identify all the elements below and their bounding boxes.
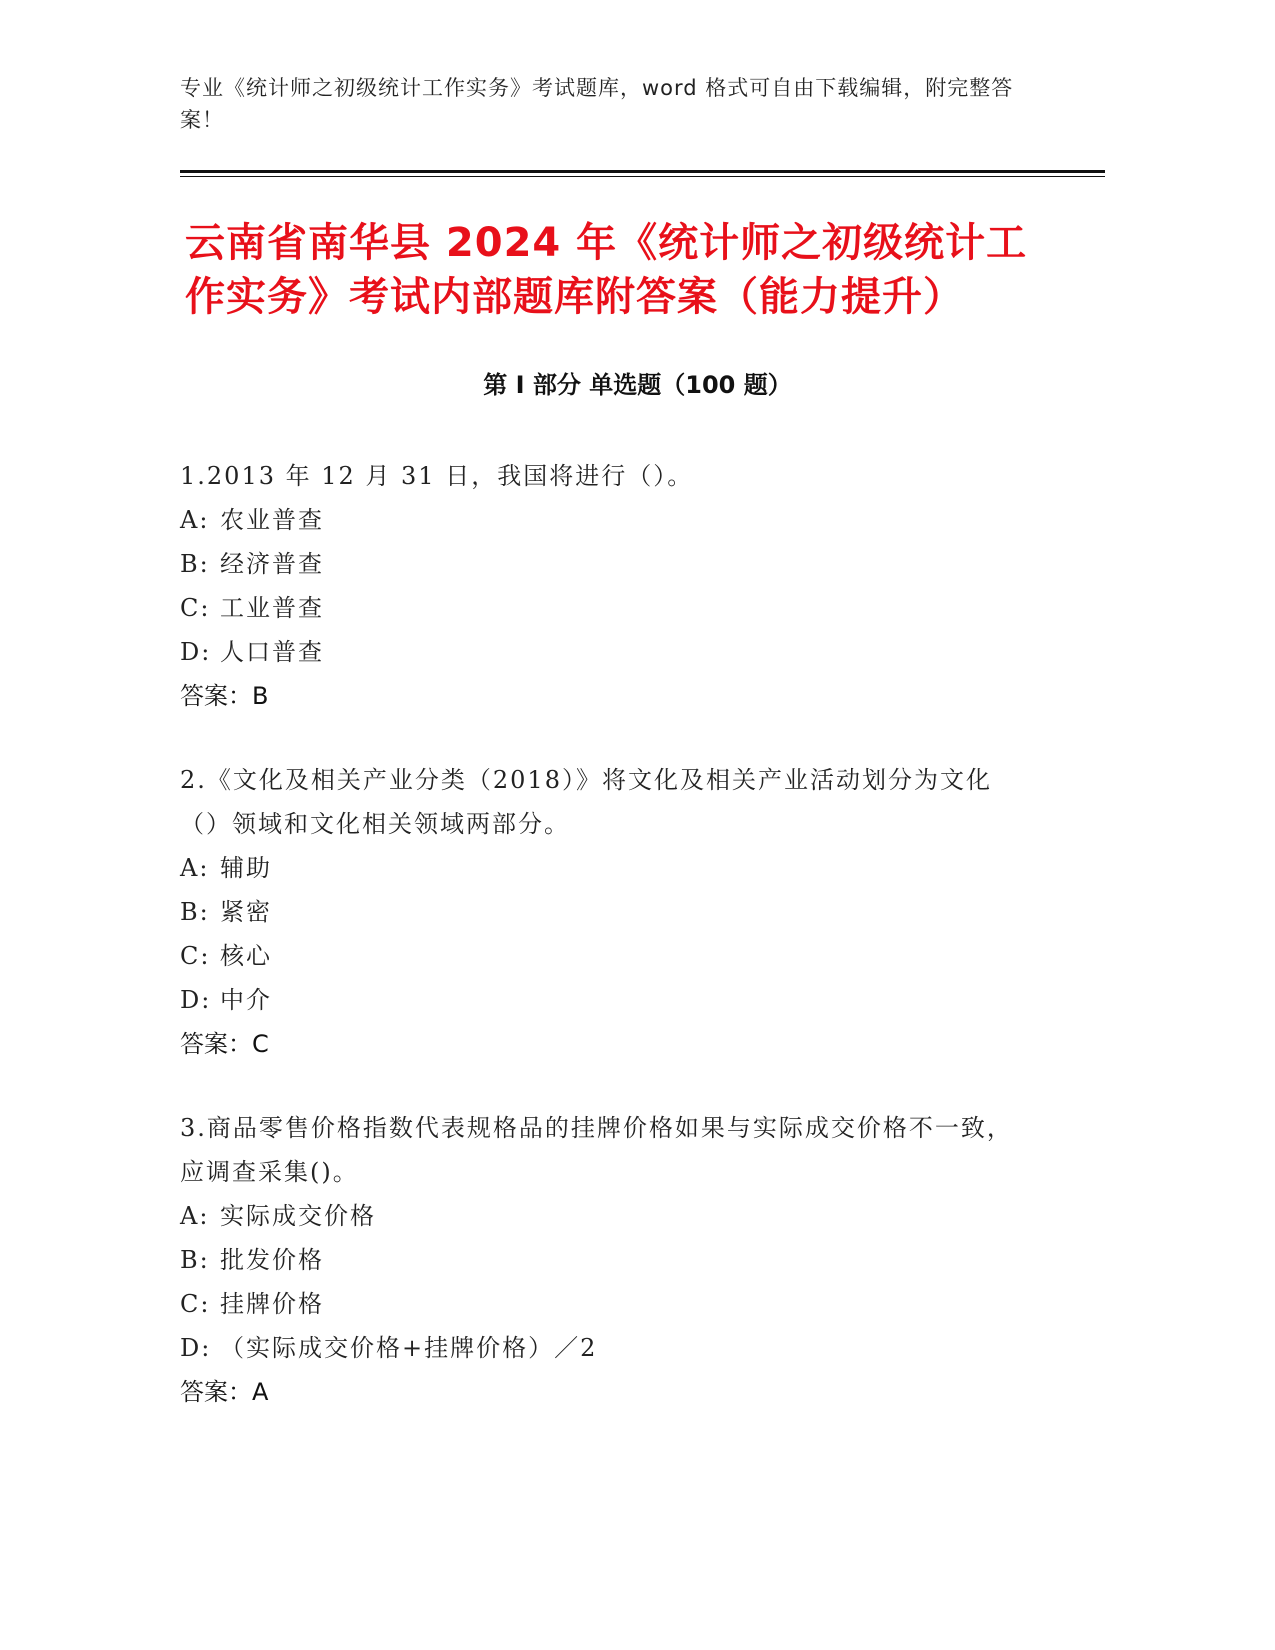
option-a xyxy=(180,498,1020,542)
option-text: 农业普查 xyxy=(220,506,324,534)
question-stem: 2.《文化及相关产业分类（2018）》将文化及相关产业活动划分为文化（）领域和文化相关领域两部分。 xyxy=(180,766,992,838)
question-3 xyxy=(180,1106,1020,1414)
document-title: 云南省南华县 2024 年《统计师之初级统计工作实务》考试内部题库附答案（能力提升） xyxy=(185,220,1028,320)
option-a xyxy=(180,846,1020,890)
option-text: 辅助 xyxy=(220,854,272,882)
question-stem: 1.2013 年 12 月 31 日，我国将进行（）。 xyxy=(180,462,694,490)
option-text: 中介 xyxy=(220,986,272,1014)
question-stem: 3.商品零售价格指数代表规格品的挂牌价格如果与实际成交价格不一致，应调查采集()。 xyxy=(180,1114,1013,1186)
option-key: D: xyxy=(180,638,212,666)
option-a xyxy=(180,1194,1020,1238)
option-text: 挂牌价格 xyxy=(220,1290,324,1318)
option-key: A: xyxy=(180,854,210,882)
option-key: B: xyxy=(180,898,210,926)
answer: 答案：C xyxy=(180,1030,269,1058)
section-title: 第 I 部分 单选题（100 题） xyxy=(483,371,792,399)
option-d xyxy=(180,630,1020,674)
option-key: D: xyxy=(180,986,212,1014)
option-text: 实际成交价格 xyxy=(220,1202,376,1230)
option-key: C: xyxy=(180,594,211,622)
option-key: C: xyxy=(180,942,211,970)
option-key: C: xyxy=(180,1290,211,1318)
option-b xyxy=(180,1238,1020,1282)
option-key: A: xyxy=(180,506,210,534)
header-divider-thick xyxy=(180,170,1105,173)
option-c xyxy=(180,934,1020,978)
header-note: 专业《统计师之初级统计工作实务》考试题库，word 格式可自由下载编辑，附完整答案！ xyxy=(180,76,1014,132)
answer: 答案：B xyxy=(180,682,269,710)
option-d xyxy=(180,1326,1020,1370)
option-b xyxy=(180,890,1020,934)
header-divider-thin xyxy=(180,176,1105,177)
option-key: A: xyxy=(180,1202,210,1230)
option-text: 批发价格 xyxy=(220,1246,324,1274)
option-key: D: xyxy=(180,1334,212,1362)
option-text: 经济普查 xyxy=(220,550,324,578)
option-key: B: xyxy=(180,1246,210,1274)
option-text: 工业普查 xyxy=(220,594,324,622)
option-d xyxy=(180,978,1020,1022)
option-text: （实际成交价格+挂牌价格）／2 xyxy=(220,1334,598,1362)
option-b xyxy=(180,542,1020,586)
option-c xyxy=(180,1282,1020,1326)
option-text: 紧密 xyxy=(220,898,272,926)
option-text: 核心 xyxy=(220,942,272,970)
answer: 答案：A xyxy=(180,1378,269,1406)
option-text: 人口普查 xyxy=(220,638,324,666)
option-c xyxy=(180,586,1020,630)
question-2 xyxy=(180,758,1020,1066)
option-key: B: xyxy=(180,550,210,578)
question-1 xyxy=(180,454,1020,718)
